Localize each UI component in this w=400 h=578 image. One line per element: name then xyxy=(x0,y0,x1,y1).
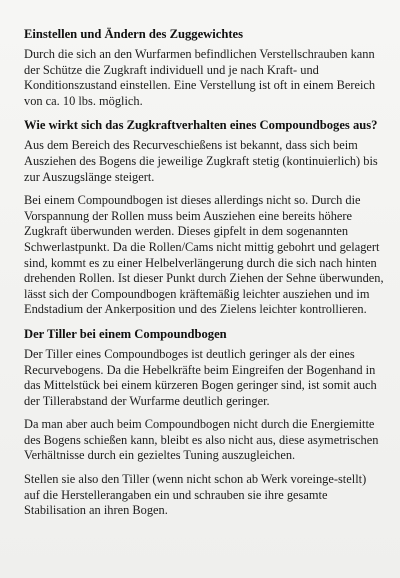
section-heading: Der Tiller bei einem Compoundbogen xyxy=(24,326,227,341)
paragraph: Bei einem Compoundbogen ist dieses allerdings nicht so. Durch die Vorspannung der Rollen muss beim Ausziehen eine bereits höhere Zugkraft überwunden werden. Dieses gipfelt in dem sogenannten Schwerlastpunkt. Da die Rollen/Cams nicht mittig gebohrt und gelagert sind, kommt es zu einer Helbelverlängerung durch die sich nach hinten drehenden Rollen. Ist dieser Punkt durch Ziehen der Sehne überwunden, lässt sich der Compoundbogen kräftemäßig leichter ausziehen und im Endstadium der Ankerposition und des Zielens leichter kontrollieren. xyxy=(24,193,384,317)
section-zuggewicht xyxy=(24,26,384,109)
section-zugkraftverhalten xyxy=(24,117,384,318)
section-heading: Einstellen und Ändern des Zuggewichtes xyxy=(24,27,244,41)
section-tiller xyxy=(24,326,384,519)
paragraph: Aus dem Bereich des Recurveschießens ist bekannt, dass sich beim Ausziehen des Bogens die jeweilige Zugkraft stetig (kontinuierlich) bis zur Auszugslänge steigert. xyxy=(24,138,378,184)
section-heading: Wie wirkt sich das Zugkraftverhalten eines Compoundboges aus? xyxy=(24,118,378,133)
paragraph: Der Tiller eines Compoundboges ist deutlich geringer als der eines Recurvebogens. Da die Hebelkräfte beim Eingreifen der Bogenhand in das Mittelstück bei einem kürzeren Bogen geringer sind, ist somit auch der Tillerabstand der Wurfarme deutlich geringer. xyxy=(24,346,377,408)
paragraph: Da man aber auch beim Compoundbogen nicht durch die Energiemitte des Bogens schießen kann, bleibt es also nicht aus, diese asymetrischen Verhältnisse durch ein gezieltes Tuning auszugleichen. xyxy=(24,417,379,463)
paragraph: Durch die sich an den Wurfarmen befindlichen Verstellschrauben kann der Schütze die Zugkraft individuell und je nach Kraft- und Konditionszustand einstellen. Eine Verstellung ist oft in einem Bereich von ca. 10 lbs. möglich. xyxy=(24,47,376,108)
paragraph: Stellen sie also den Tiller (wenn nicht schon ab Werk voreinge-stellt) auf die Herstellerangaben ein und schrauben sie ihre gesamte Stabilisation an ihren Bogen. xyxy=(24,472,367,518)
